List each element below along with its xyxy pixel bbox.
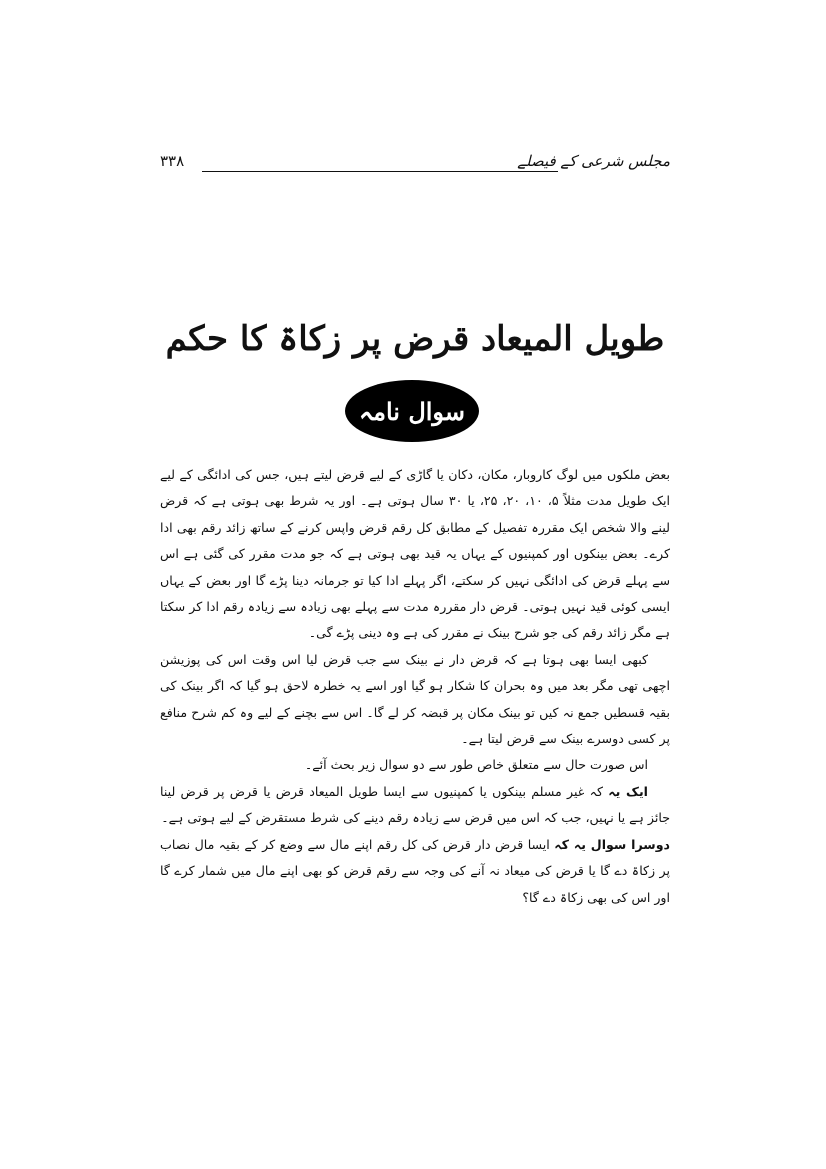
section-badge-label: سوال نامہ	[359, 396, 465, 426]
paragraph-3: اس صورت حال سے متعلق خاص طور سے دو سوال زیر بحث آئے۔	[304, 757, 648, 773]
running-header	[160, 150, 670, 178]
header-rule	[202, 171, 558, 172]
question-two-lead: دوسرا سوال یہ کہ	[554, 836, 670, 852]
book-title: مجلس شرعی کے فیصلے	[517, 152, 670, 170]
chapter-title: طویل المیعاد قرض پر زکاۃ کا حکم	[165, 319, 665, 359]
question-one-text: کہ غیر مسلم بینکوں یا کمپنیوں سے ایسا طویل المیعاد قرض یا قرض پر قرض لینا جائز ہے یا نہیں، جب کہ اس میں قرض سے زیادہ رقم دینے کی شرط مستقرض کے لیے ہوتی ہے۔	[160, 783, 670, 826]
paragraph-2: کبھی ایسا بھی ہوتا ہے کہ قرض دار نے بینک سے جب قرض لیا اس وقت اس کی پوزیشن اچھی تھی مگر بعد میں وہ بحران کا شکار ہو گیا اور اسے یہ خطرہ لاحق ہو گیا کہ اگر بینک کی بقیہ قسطیں جمع نہ کیں تو بینک مکان پر قبضہ کر لے گا۔ اس سے بچنے کے لیے وہ کم شرح منافع پر کسی دوسرے بینک سے قرض لیتا ہے۔	[160, 651, 670, 747]
question-one-lead: ایک یہ	[608, 783, 648, 799]
page-number: ۳۳۸	[160, 152, 185, 170]
body-text	[160, 462, 670, 911]
paragraph-4	[160, 779, 670, 832]
question-two-text: ایسا قرض دار قرض کی کل رقم اپنے مال سے وضع کر کے بقیہ مال نصاب پر زکاۃ دے گا یا قرض کی میعاد نہ آنے کی وجہ سے رقم قرض کو بھی اپنے مال میں شمار کرے گا اور اس کی بھی زکاۃ دے گا؟	[160, 836, 670, 905]
paragraph-5	[160, 832, 670, 911]
paragraph-1: بعض ملکوں میں لوگ کاروبار، مکان، دکان یا گاڑی کے لیے قرض لیتے ہیں، جس کی ادائگی کے لیے ایک طویل مدت مثلاً ۵، ۱۰، ۲۰، ۲۵، یا ۳۰ سال ہوتی ہے۔ اور یہ شرط بھی ہوتی ہے کہ قرض لینے والا شخص ایک مقررہ تفصیل کے مطابق کل رقم قرض واپس کرنے کے ساتھ زائد رقم بھی ادا کرے۔ بعض بینکوں اور کمپنیوں کے یہاں یہ قید بھی ہوتی ہے کہ جو مدت مقرر کی گئی ہے اس سے پہلے قرض کی ادائگی نہیں کر سکتے، اگر پہلے ادا کیا تو جرمانہ دینا پڑے گا اور بعض کے یہاں ایسی کوئی قید نہیں ہوتی۔ قرض دار مقررہ مدت سے پہلے بھی زیادہ سے زیادہ رقم ادا کر سکتا ہے مگر زائد رقم کی جو شرح بینک نے مقرر کی ہے وہ دینی پڑے گی۔	[160, 467, 670, 641]
section-badge	[345, 380, 479, 442]
